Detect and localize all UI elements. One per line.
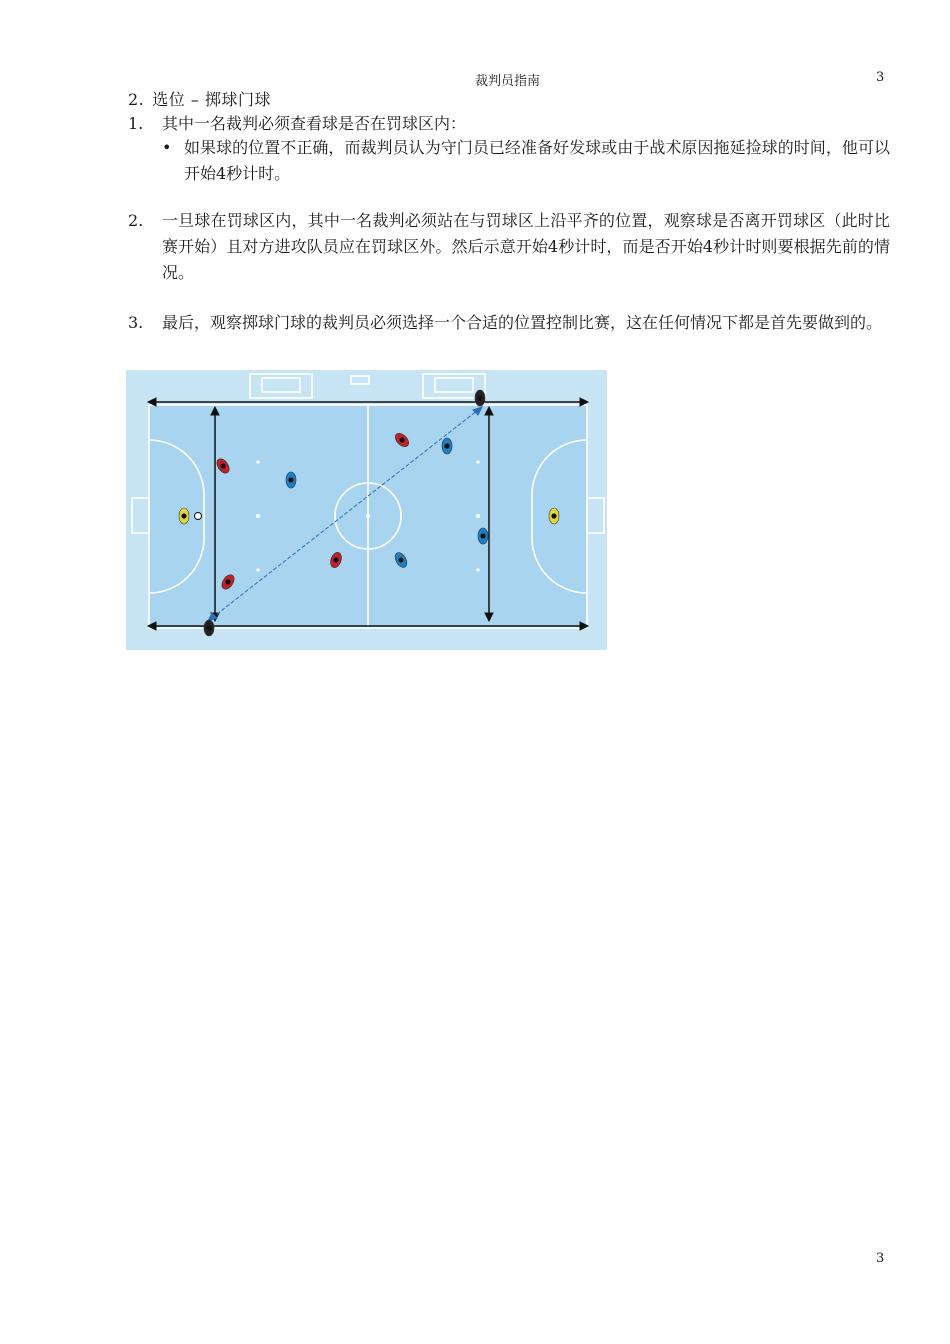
blue-team-player [286, 472, 296, 488]
player-head [206, 625, 211, 630]
section-title-text: 选位 – 掷球门球 [152, 90, 271, 109]
player-head [477, 395, 482, 400]
dot-mark [256, 568, 259, 571]
page-header-title: 裁判员指南 [474, 74, 540, 89]
bullet-text: 如果球的位置不正确，而裁判员认为守门员已经准备好发球或由于战术原因拖延捡球的时间，他可以开始4秒计时。 [184, 138, 890, 183]
page-footer-number: 3 [876, 1251, 885, 1266]
list-item [128, 310, 890, 336]
referee-figure [204, 620, 214, 636]
dot-mark [476, 568, 479, 571]
player-head [551, 513, 556, 518]
blue-team-player [442, 438, 452, 454]
referee-figure [475, 390, 485, 406]
dot-mark [256, 460, 259, 463]
page-header-number: 3 [876, 70, 885, 85]
bullet-item [162, 135, 890, 187]
list-item [128, 111, 890, 137]
dot-mark [476, 460, 479, 463]
center-mark [366, 514, 370, 518]
list-item-text: 最后，观察掷球门球的裁判员必须选择一个合适的位置控制比赛，这在任何情况下都是首先要做到的。 [162, 313, 883, 332]
section-number: 2. [128, 90, 145, 109]
list-item-text: 一旦球在罚球区内，其中一名裁判必须站在与罚球区上沿平齐的位置，观察球是否离开罚球区（此时比赛开始）且对方进攻队员应在罚球区外。然后示意开始4秒计时，而是否开始4秒计时则要根据先前的情况。 [162, 211, 890, 282]
list-item [128, 208, 890, 286]
section-heading [128, 87, 271, 110]
list-item-text: 其中一名裁判必须查看球是否在罚球区内： [162, 114, 467, 133]
futsal-court-diagram [126, 370, 607, 650]
court-svg [126, 370, 607, 650]
list-item-number: 3. [128, 313, 144, 332]
player-head [480, 533, 485, 538]
player-head [288, 477, 293, 482]
player-head [181, 513, 186, 518]
player-head [444, 443, 449, 448]
list-item-number: 1. [128, 114, 144, 133]
right-penalty-mark [476, 514, 480, 518]
blue-team-player [478, 528, 488, 544]
left-penalty-mark [256, 514, 260, 518]
list-item-number: 2. [128, 211, 144, 230]
goalkeeper-figure [179, 508, 189, 524]
ball-icon [195, 513, 202, 520]
bullet-symbol: • [162, 138, 172, 157]
goalkeeper-figure [549, 508, 559, 524]
ball [195, 513, 202, 520]
